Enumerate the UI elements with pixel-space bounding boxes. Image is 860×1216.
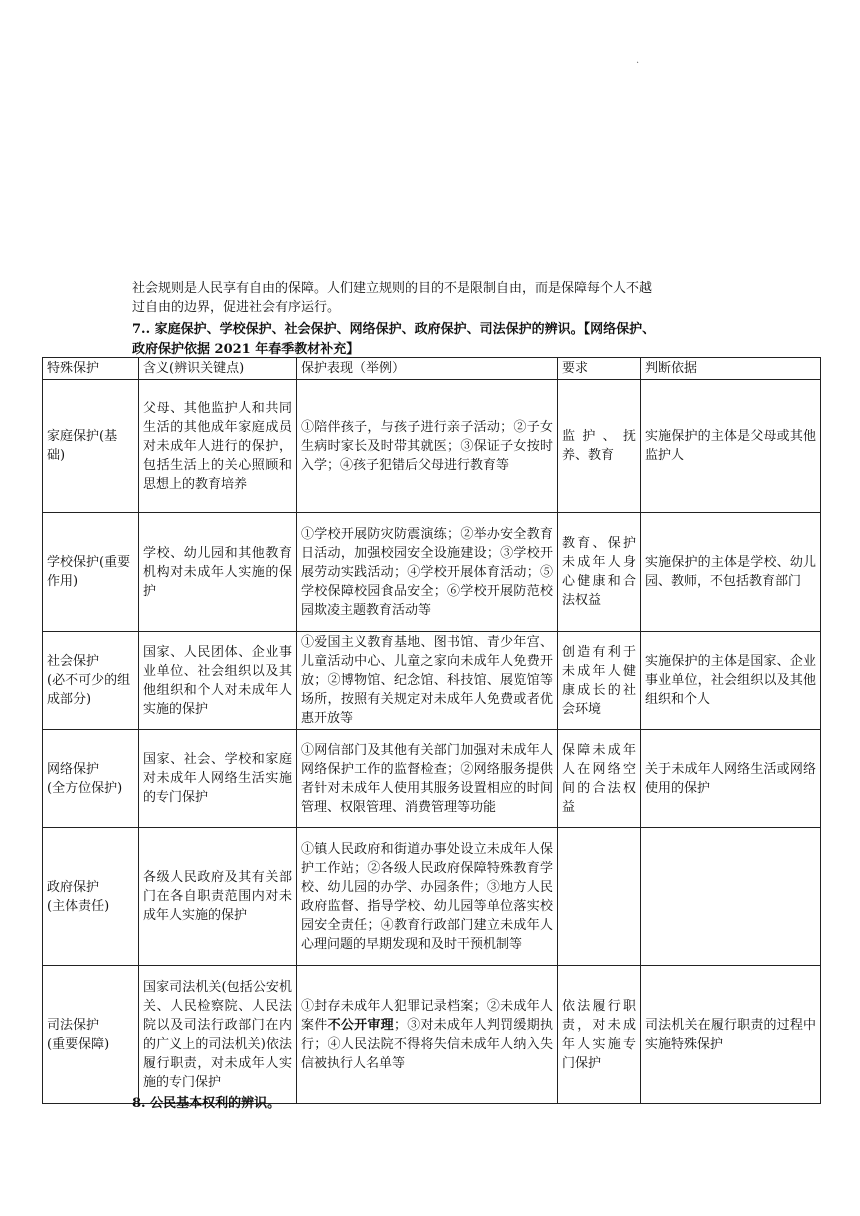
- table-header-row: [43, 358, 821, 380]
- type-line: (重要保障): [47, 1036, 110, 1052]
- table-row-school: [43, 513, 821, 632]
- cell-basis: 实施保护的主体是学校、幼儿园、教师，不包括教育部门: [641, 513, 821, 632]
- cell-meaning: 国家司法机关(包括公安机关、人民检察院、人民法院以及司法行政部门在内的广义上的司法机关)依法履行职责，对未成年人实施的专门保护: [139, 966, 297, 1104]
- type-line: 网络保护: [47, 761, 100, 777]
- table-row-government: [43, 828, 821, 966]
- cell-meaning: 各级人民政府及其有关部门在各自职责范围内对未成年人实施的保护: [139, 828, 297, 966]
- table-row-judicial: [43, 966, 821, 1104]
- header-meaning: 含义(辨识关键点): [139, 358, 297, 380]
- cell-requirement: 教育、保护未成年人身心健康和合法权益: [558, 513, 641, 632]
- cell-meaning: 父母、其他监护人和共同生活的其他成年家庭成员对未成年人进行的保护，包括生活上的关心照顾和思想上的教育培养: [139, 380, 297, 513]
- cell-basis: 关于未成年人网络生活或网络使用的保护: [641, 730, 821, 828]
- cell-basis: 司法机关在履行职责的过程中实施特殊保护: [641, 966, 821, 1104]
- header-type: 特殊保护: [43, 358, 139, 380]
- cell-examples: [297, 966, 558, 1104]
- cell-examples: ①网信部门及其他有关部门加强对未成年人网络保护工作的监督检查；②网络服务提供者针对未成年人使用其服务设置相应的时间管理、权限管理、消费管理等功能: [297, 730, 558, 828]
- examples-bold-text: 不公开审理: [327, 1017, 394, 1033]
- cell-examples: ①学校开展防灾防震演练；②举办安全教育日活动，加强校园安全设施建设；③学校开展劳动实践活动；④学校开展体育活动；⑤学校保障校园食品安全；⑥学校开展防范校园欺凌主题教育活动等: [297, 513, 558, 632]
- header-examples: 保护表现（举例）: [297, 358, 558, 380]
- type-line: 司法保护: [47, 1017, 100, 1033]
- intro-line-1: 社会规则是人民享有自由的保障。人们建立规则的目的不是限制自由，而是保障每个人不越: [132, 281, 653, 296]
- table-row-society: [43, 632, 821, 730]
- header-requirement: 要求: [558, 358, 641, 380]
- cell-basis: 实施保护的主体是父母或其他监护人: [641, 380, 821, 513]
- section-8-heading: 8. 公民基本权利的辨识。: [132, 1096, 281, 1111]
- cell-type: [43, 828, 139, 966]
- cell-type: 学校保护(重要作用): [43, 513, 139, 632]
- section-7-heading-line-1: 7.. 家庭保护、学校保护、社会保护、网络保护、政府保护、司法保护的辨识。【网络保护、: [132, 322, 656, 337]
- cell-examples: ①镇人民政府和街道办事处设立未成年人保护工作站；②各级人民政府保障特殊教育学校、幼儿园的办学、办园条件；③地方人民政府监督、指导学校、幼儿园等单位落实校园安全责任；④教育行政部门建立未成年人心理问题的早期发现和及时干预机制等: [297, 828, 558, 966]
- cell-meaning: 学校、幼儿园和其他教育机构对未成年人实施的保护: [139, 513, 297, 632]
- cell-basis: 实施保护的主体是国家、企业事业单位，社会组织以及其他组织和个人: [641, 632, 821, 730]
- cell-basis: [641, 828, 821, 966]
- section-7-heading-line-2: 政府保护依据 2021 年春季教材补充】: [132, 342, 360, 357]
- cell-requirement: 保障未成年人在网络空间的合法权益: [558, 730, 641, 828]
- cell-requirement: [558, 828, 641, 966]
- examples-text: ；③对未成年人判罚缓期执行；④人民法院不得将失信未成年人纳入失信被执行人名单等: [301, 1017, 553, 1071]
- cell-type: [43, 966, 139, 1104]
- intro-paragraph: [132, 279, 772, 317]
- cell-examples: ①陪伴孩子，与孩子进行亲子活动；②子女生病时家长及时带其就医；③保证子女按时入学；④孩子犯错后父母进行教育等: [297, 380, 558, 513]
- cell-examples: ①爱国主义教育基地、图书馆、青少年宫、儿童活动中心、儿童之家向未成年人免费开放；②博物馆、纪念馆、科技馆、展览馆等场所，按照有关规定对未成年人免费或者优惠开放等: [297, 632, 558, 730]
- type-line: 成部分): [47, 692, 92, 707]
- table-row-family: [43, 380, 821, 513]
- cell-requirement: 创造有利于未成年人健康成长的社会环境: [558, 632, 641, 730]
- cell-meaning: 国家、人民团体、企业事业单位、社会组织以及其他组织和个人对未成年人实施的保护: [139, 632, 297, 730]
- type-line: (全方位保护): [47, 780, 123, 796]
- type-line: (必不可少的组: [47, 673, 131, 688]
- examples-text: ①封存未成年人犯罪记录档案；②未成年人案件: [301, 998, 553, 1033]
- cell-type: [43, 730, 139, 828]
- type-line: 政府保护: [47, 879, 100, 895]
- cell-requirement: 监护、抚养、教育: [558, 380, 641, 513]
- page-mark: ·: [636, 58, 640, 69]
- cell-meaning: 国家、社会、学校和家庭对未成年人网络生活实施的专门保护: [139, 730, 297, 828]
- cell-requirement: 依法履行职责，对未成年人实施专门保护: [558, 966, 641, 1104]
- type-line: (主体责任): [47, 898, 110, 914]
- cell-type: 家庭保护(基础): [43, 380, 139, 513]
- table-row-network: [43, 730, 821, 828]
- cell-type: [43, 632, 139, 730]
- section-7-heading: [132, 320, 772, 360]
- intro-line-2: 过自由的边界，促进社会有序运行。: [132, 300, 341, 315]
- type-line: 社会保护: [47, 654, 100, 669]
- protection-table: [42, 357, 821, 1104]
- header-basis: 判断依据: [641, 358, 821, 380]
